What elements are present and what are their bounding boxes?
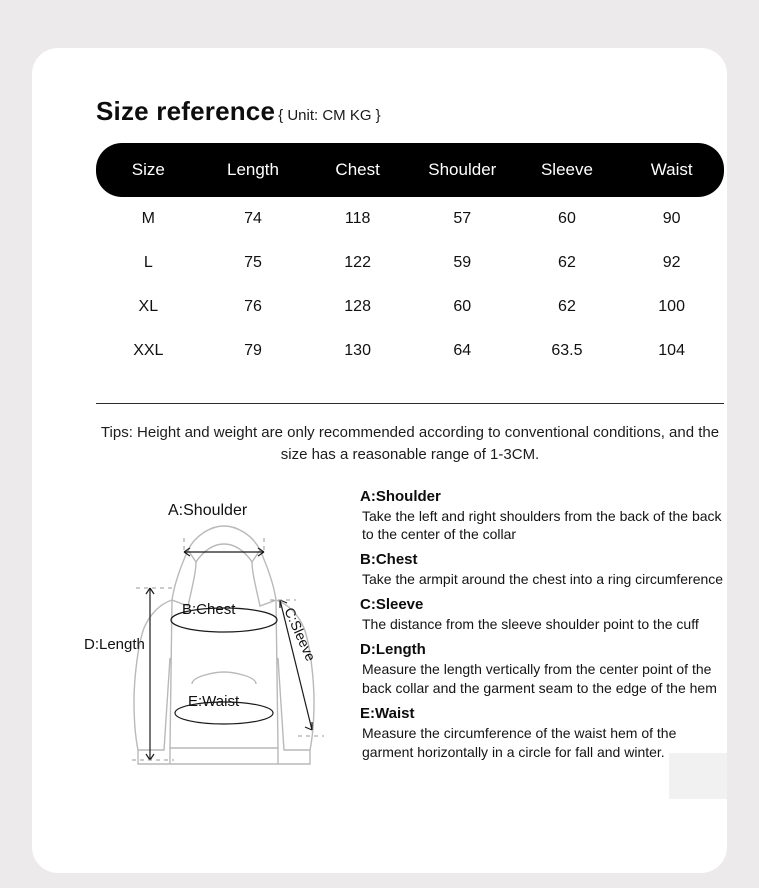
measurement-guide <box>84 488 727 788</box>
cell-waist: 104 <box>658 342 685 359</box>
diagram-label-chest: B:Chest <box>182 600 236 618</box>
column-header-sleeve: Sleeve <box>515 143 620 197</box>
definition-description: Measure the circumference of the waist hem of the garment horizontally in a circle for fall and winter. <box>362 724 677 760</box>
cell-sleeve: 62 <box>558 254 576 271</box>
cell-chest: 122 <box>344 254 371 271</box>
table-row <box>96 329 724 373</box>
decorative-corner-patch <box>669 753 727 799</box>
diagram-label-shoulder: A:Shoulder <box>168 501 248 519</box>
size-table <box>96 143 724 373</box>
column-header-chest: Chest <box>305 143 410 197</box>
size-table-body <box>96 197 724 373</box>
definition-term: A:Shoulder <box>360 487 441 505</box>
diagram-label-length: D:Length <box>84 635 145 653</box>
cell-chest: 130 <box>344 342 371 359</box>
column-header-length: Length <box>201 143 306 197</box>
cell-sleeve: 63.5 <box>551 342 583 359</box>
size-table-wrapper <box>96 143 724 404</box>
definition-description: Take the left and right shoulders from the back of the back to the center of the collar <box>362 507 722 543</box>
cell-waist: 90 <box>662 210 681 227</box>
diagram-label-sleeve: C:Sleeve <box>281 604 320 663</box>
cell-shoulder: 57 <box>453 210 472 227</box>
column-header-size: Size <box>96 143 201 197</box>
size-chart-content <box>80 96 724 788</box>
definition-sleeve <box>360 596 727 634</box>
cell-size: L <box>143 254 153 271</box>
definition-description: The distance from the sleeve shoulder point to the cuff <box>362 616 699 633</box>
definition-chest <box>360 551 727 589</box>
cell-shoulder: 64 <box>453 342 472 359</box>
definition-term: E:Waist <box>360 704 415 722</box>
column-header-waist: Waist <box>619 143 724 197</box>
cell-size: XL <box>138 298 159 315</box>
cell-length: 76 <box>244 298 262 315</box>
page-title: Size reference <box>96 96 276 126</box>
cell-chest: 118 <box>344 210 371 227</box>
cell-length: 79 <box>244 342 262 359</box>
cell-sleeve: 60 <box>558 210 576 227</box>
table-header-row <box>96 143 724 197</box>
size-chart-card <box>32 48 727 873</box>
tips-text: Tips: Height and weight are only recommended according to conventional conditions, and the size has a reasonable range of 1-3CM. <box>100 424 720 463</box>
cell-waist: 100 <box>658 298 685 315</box>
cell-waist: 92 <box>662 254 681 271</box>
definition-description: Take the armpit around the chest into a ring circumference <box>362 571 724 588</box>
cell-size: XXL <box>133 342 164 359</box>
diagram-label-waist: E:Waist <box>188 692 240 710</box>
divider <box>96 403 724 404</box>
definition-term: C:Sleeve <box>360 596 424 614</box>
hoodie-diagram <box>84 488 356 788</box>
cell-size: M <box>141 210 155 227</box>
definitions-list <box>356 488 727 788</box>
cell-shoulder: 60 <box>453 298 472 315</box>
cell-shoulder: 59 <box>453 254 472 271</box>
cell-chest: 128 <box>344 298 371 315</box>
definition-term: D:Length <box>360 641 426 659</box>
table-row <box>96 285 724 329</box>
definition-term: B:Chest <box>360 551 418 569</box>
definition-description: Measure the length vertically from the center point of the back collar and the garment seam to the edge of the hem <box>362 661 717 696</box>
cell-length: 74 <box>244 210 262 227</box>
table-row <box>96 197 724 241</box>
cell-sleeve: 62 <box>558 298 576 315</box>
page-title-row <box>96 96 696 127</box>
definition-length <box>360 641 727 698</box>
unit-note: { Unit: CM KG } <box>278 107 381 124</box>
table-row <box>96 241 724 285</box>
size-table-head <box>96 143 724 197</box>
cell-length: 75 <box>244 254 262 271</box>
definition-shoulder <box>360 488 727 545</box>
column-header-shoulder: Shoulder <box>410 143 515 197</box>
